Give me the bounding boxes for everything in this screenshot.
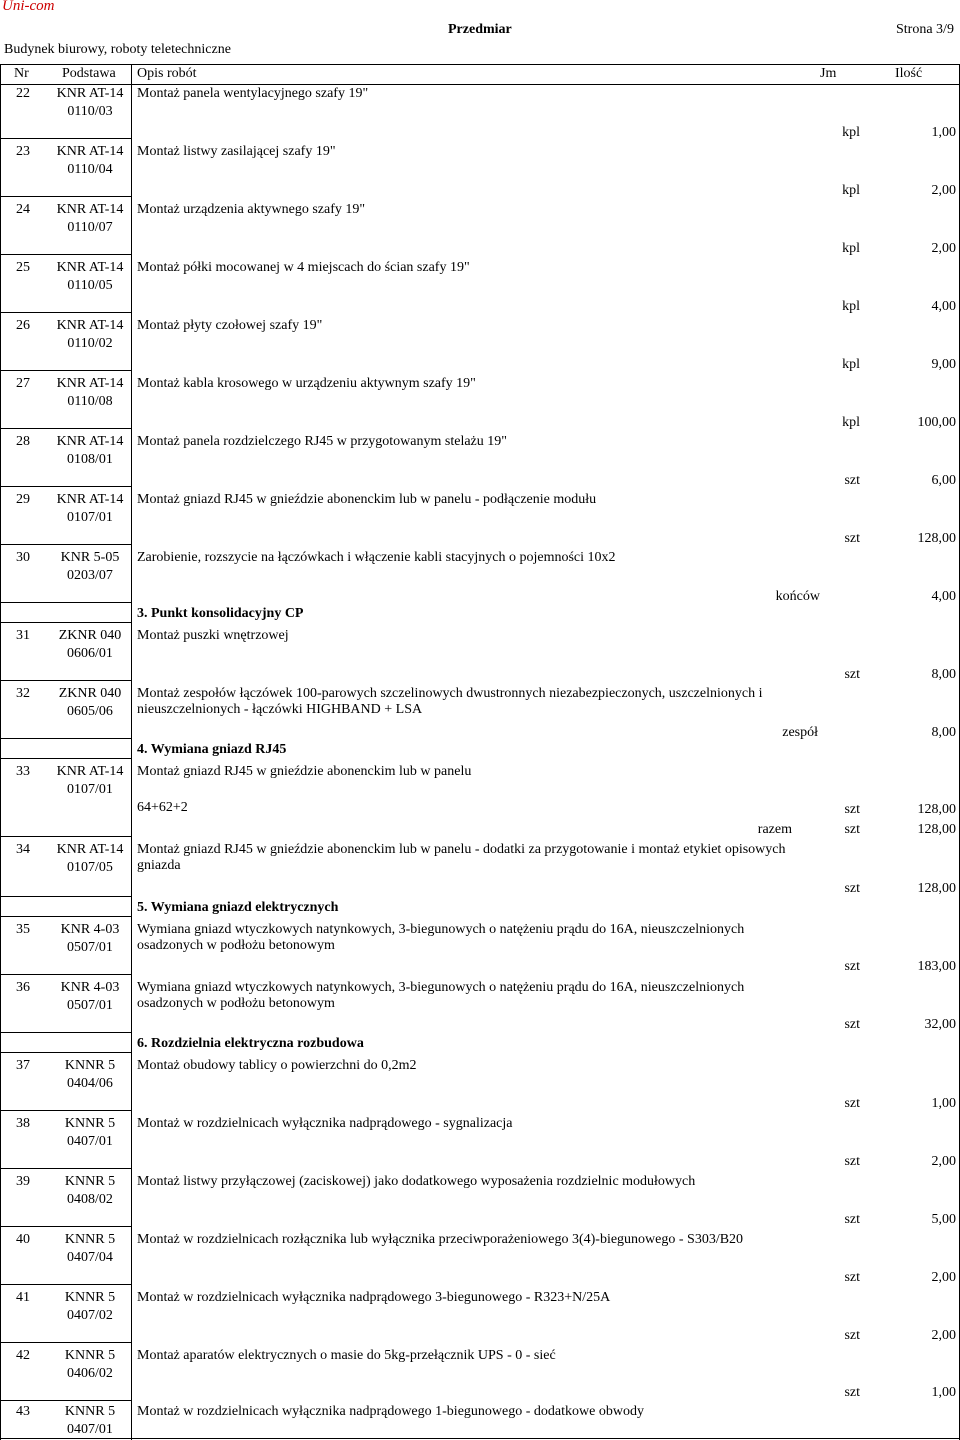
basis-subcode: 0507/01 xyxy=(67,940,113,955)
quantity-cell: 6,00 xyxy=(931,473,956,488)
row-number: 28 xyxy=(16,434,30,449)
total-quantity: 128,00 xyxy=(917,822,956,837)
quantity-cell: 2,00 xyxy=(931,1154,956,1169)
unit-cell: szt xyxy=(844,1385,860,1400)
basis-subcode: 0407/01 xyxy=(67,1134,113,1149)
measurement-formula: 64+62+2 xyxy=(137,800,188,815)
quantity-cell: 2,00 xyxy=(931,1328,956,1343)
basis-subcode: 0107/05 xyxy=(67,860,113,875)
basis-code: KNNR 5 xyxy=(64,1174,116,1189)
item-description: Montaż panela rozdzielczego RJ45 w przygotowanym stelażu 19" xyxy=(137,434,507,449)
basis-subcode: 0110/03 xyxy=(67,104,113,119)
section-title: 3. Punkt konsolidacyjny CP xyxy=(137,606,304,621)
page-number: Strona 3/9 xyxy=(896,22,954,37)
unit-cell: szt xyxy=(844,1017,860,1032)
row-divider xyxy=(0,896,131,897)
row-divider xyxy=(0,312,131,313)
quantity-cell: 5,00 xyxy=(931,1212,956,1227)
bottom-rule xyxy=(0,1438,960,1439)
unit-cell: szt xyxy=(844,1212,860,1227)
unit-cell: kpl xyxy=(842,415,860,430)
basis-subcode: 0605/06 xyxy=(67,704,113,719)
row-number: 37 xyxy=(16,1058,30,1073)
row-number: 40 xyxy=(16,1232,30,1247)
row-number: 22 xyxy=(16,86,30,101)
row-number: 32 xyxy=(16,686,30,701)
basis-subcode: 0107/01 xyxy=(67,782,113,797)
basis-subcode: 0406/02 xyxy=(67,1366,113,1381)
row-divider xyxy=(0,1226,131,1227)
row-number: 33 xyxy=(16,764,30,779)
item-description: Montaż w rozdzielnicach wyłącznika nadprądowego - sygnalizacja xyxy=(137,1116,513,1131)
row-divider xyxy=(0,836,131,837)
item-description: Wymiana gniazd wtyczkowych natynkowych, 3-biegunowych o natężeniu prądu do 16A, nieuszczelnionych osadzonych w podłożu betonowym xyxy=(137,922,745,953)
row-number: 29 xyxy=(16,492,30,507)
header-bottom-rule xyxy=(0,84,960,85)
item-description: Montaż puszki wnętrzowej xyxy=(137,628,289,643)
basis-code: KNR AT-14 xyxy=(56,764,124,779)
row-divider xyxy=(0,1284,131,1285)
basis-code: KNNR 5 xyxy=(64,1116,116,1131)
section-title: 4. Wymiana gniazd RJ45 xyxy=(137,742,287,757)
item-description: Montaż kabla krosowego w urządzeniu aktywnym szafy 19" xyxy=(137,376,476,391)
basis-subcode: 0110/05 xyxy=(67,278,113,293)
basis-code: KNNR 5 xyxy=(64,1404,116,1419)
basis-subcode: 0408/02 xyxy=(67,1192,113,1207)
row-divider xyxy=(0,370,131,371)
row-divider xyxy=(0,738,131,739)
quantity-cell: 128,00 xyxy=(917,802,956,817)
item-description: Montaż w rozdzielnicach wyłącznika nadprądowego 3-biegunowego - R323+N/25A xyxy=(137,1290,611,1305)
row-number: 23 xyxy=(16,144,30,159)
brand-logo: Uni-com xyxy=(2,0,55,14)
column-header-nr: Nr xyxy=(14,66,29,81)
total-unit: szt xyxy=(844,822,860,837)
basis-code: KNR AT-14 xyxy=(56,144,124,159)
column-header-description: Opis robót xyxy=(137,66,197,81)
column-header-unit: Jm xyxy=(820,66,837,81)
item-description: Montaż gniazd RJ45 w gnieździe abonenckim lub w panelu - dodatki za przygotowanie i montaż etykiet opisowych gniazda xyxy=(137,842,786,873)
quantity-cell: 1,00 xyxy=(931,1096,956,1111)
row-divider xyxy=(0,486,131,487)
quantity-cell: 4,00 xyxy=(931,299,956,314)
item-description: Wymiana gniazd wtyczkowych natynkowych, 3-biegunowych o natężeniu prądu do 16A, nieuszczelnionych osadzonych w podłożu betonowym xyxy=(137,980,745,1011)
row-divider xyxy=(0,196,131,197)
item-description: Montaż gniazd RJ45 w gnieździe abonenckim lub w panelu - podłączenie modułu xyxy=(137,492,597,507)
unit-cell: kpl xyxy=(842,357,860,372)
row-divider xyxy=(0,680,131,681)
basis-subcode: 0407/04 xyxy=(67,1250,113,1265)
unit-cell: szt xyxy=(844,1270,860,1285)
row-number: 27 xyxy=(16,376,30,391)
section-title: 5. Wymiana gniazd elektrycznych xyxy=(137,900,339,915)
quantity-cell: 128,00 xyxy=(917,531,956,546)
quantity-cell: 2,00 xyxy=(931,183,956,198)
document-title: Przedmiar xyxy=(448,22,512,37)
quantity-cell: 128,00 xyxy=(917,881,956,896)
basis-code: ZKNR 040 xyxy=(58,686,122,701)
row-divider xyxy=(0,974,131,975)
basis-code: KNR AT-14 xyxy=(56,260,124,275)
row-number: 41 xyxy=(16,1290,30,1305)
item-description: Montaż płyty czołowej szafy 19" xyxy=(137,318,323,333)
basis-code: KNR AT-14 xyxy=(56,434,124,449)
column-header-basis: Podstawa xyxy=(62,66,116,81)
item-description: Montaż panela wentylacyjnego szafy 19" xyxy=(137,86,369,101)
quantity-cell: 1,00 xyxy=(931,125,956,140)
unit-cell: szt xyxy=(844,1328,860,1343)
unit-cell: szt xyxy=(844,1096,860,1111)
basis-code: ZKNR 040 xyxy=(58,628,122,643)
section-title: 6. Rozdzielnia elektryczna rozbudowa xyxy=(137,1036,364,1051)
basis-code: KNNR 5 xyxy=(64,1058,116,1073)
basis-code: KNR AT-14 xyxy=(56,202,124,217)
row-number: 42 xyxy=(16,1348,30,1363)
basis-code: KNR AT-14 xyxy=(56,376,124,391)
row-divider xyxy=(0,1052,131,1053)
unit-cell: szt xyxy=(844,473,860,488)
row-divider xyxy=(0,428,131,429)
item-description: Montaż w rozdzielnicach rozłącznika lub wyłącznika przeciwporażeniowego 3(4)-biegunowego - S303/B20 xyxy=(137,1232,744,1247)
basis-subcode: 0507/01 xyxy=(67,998,113,1013)
basis-subcode: 0110/07 xyxy=(67,220,113,235)
unit-cell: kpl xyxy=(842,125,860,140)
row-number: 31 xyxy=(16,628,30,643)
row-number: 39 xyxy=(16,1174,30,1189)
quantity-cell: 2,00 xyxy=(931,1270,956,1285)
basis-subcode: 0404/06 xyxy=(67,1076,113,1091)
unit-cell: szt xyxy=(844,1154,860,1169)
total-label: razem xyxy=(757,822,792,837)
row-divider xyxy=(0,1400,131,1401)
basis-code: KNR 5-05 xyxy=(60,550,120,565)
row-divider xyxy=(0,544,131,545)
row-divider xyxy=(0,1168,131,1169)
row-divider xyxy=(0,622,131,623)
basis-subcode: 0110/04 xyxy=(67,162,113,177)
unit-cell: szt xyxy=(844,531,860,546)
row-number: 25 xyxy=(16,260,30,275)
unit-cell: szt xyxy=(844,667,860,682)
basis-subcode: 0110/08 xyxy=(67,394,113,409)
unit-cell: szt xyxy=(844,959,860,974)
row-number: 24 xyxy=(16,202,30,217)
item-description: Montaż listwy przyłączowej (zaciskowej) jako dodatkowego wyposażenia rozdzielnic modułowych xyxy=(137,1174,696,1189)
basis-subcode: 0407/01 xyxy=(67,1422,113,1437)
basis-subcode: 0107/01 xyxy=(67,510,113,525)
row-divider xyxy=(0,1342,131,1343)
item-description: Zarobienie, rozszycie na łączówkach i włączenie kabli stacyjnych o pojemności 10x2 xyxy=(137,550,616,565)
unit-cell: szt xyxy=(844,881,860,896)
quantity-cell: 8,00 xyxy=(931,725,956,740)
row-divider xyxy=(0,254,131,255)
row-number: 26 xyxy=(16,318,30,333)
basis-subcode: 0110/02 xyxy=(67,336,113,351)
row-divider xyxy=(0,1032,131,1033)
quantity-cell: 2,00 xyxy=(931,241,956,256)
column-header-quantity: Ilość xyxy=(895,66,923,81)
quantity-cell: 9,00 xyxy=(931,357,956,372)
unit-cell: kpl xyxy=(842,299,860,314)
row-number: 36 xyxy=(16,980,30,995)
unit-cell: końców xyxy=(775,589,820,604)
row-number: 38 xyxy=(16,1116,30,1131)
header-top-rule xyxy=(0,64,960,65)
document-subtitle: Budynek biurowy, roboty teletechniczne xyxy=(4,42,231,57)
quantity-cell: 183,00 xyxy=(917,959,956,974)
quantity-cell: 8,00 xyxy=(931,667,956,682)
row-divider xyxy=(0,138,131,139)
item-description: Montaż aparatów elektrycznych o masie do 5kg-przełącznik UPS - 0 - sieć xyxy=(137,1348,556,1363)
row-number: 43 xyxy=(16,1404,30,1419)
basis-code: KNR 4-03 xyxy=(60,980,120,995)
unit-cell: kpl xyxy=(842,241,860,256)
unit-cell: szt xyxy=(844,802,860,817)
item-description: Montaż obudowy tablicy o powierzchni do 0,2m2 xyxy=(137,1058,417,1073)
basis-subcode: 0108/01 xyxy=(67,452,113,467)
row-number: 34 xyxy=(16,842,30,857)
basis-code: KNR 4-03 xyxy=(60,922,120,937)
unit-cell: kpl xyxy=(842,183,860,198)
basis-code: KNR AT-14 xyxy=(56,86,124,101)
basis-code: KNNR 5 xyxy=(64,1290,116,1305)
row-divider xyxy=(0,602,131,603)
quantity-cell: 4,00 xyxy=(931,589,956,604)
item-description: Montaż zespołów łączówek 100-parowych szczelinowych dwustronnych niezabezpieczonych, uszczelnionych i nieuszczelnionych - łączówki HIGHBAND + LSA xyxy=(137,686,763,717)
row-number: 35 xyxy=(16,922,30,937)
quantity-cell: 1,00 xyxy=(931,1385,956,1400)
item-description: Montaż urządzenia aktywnego szafy 19" xyxy=(137,202,366,217)
quantity-cell: 32,00 xyxy=(924,1017,956,1032)
quantity-cell: 100,00 xyxy=(917,415,956,430)
item-description: Montaż listwy zasilającej szafy 19" xyxy=(137,144,336,159)
item-description: Montaż w rozdzielnicach wyłącznika nadprądowego 1-biegunowego - dodatkowe obwody xyxy=(137,1404,644,1419)
basis-code: KNNR 5 xyxy=(64,1348,116,1363)
basis-subcode: 0606/01 xyxy=(67,646,113,661)
basis-subcode: 0203/07 xyxy=(67,568,113,583)
basis-code: KNNR 5 xyxy=(64,1232,116,1247)
row-number: 30 xyxy=(16,550,30,565)
basis-code: KNR AT-14 xyxy=(56,492,124,507)
unit-cell: zespół xyxy=(782,725,818,740)
item-description: Montaż półki mocowanej w 4 miejscach do ścian szafy 19" xyxy=(137,260,470,275)
basis-code: KNR AT-14 xyxy=(56,318,124,333)
basis-code: KNR AT-14 xyxy=(56,842,124,857)
basis-subcode: 0407/02 xyxy=(67,1308,113,1323)
item-description: Montaż gniazd RJ45 w gnieździe abonenckim lub w panelu xyxy=(137,764,472,779)
row-divider xyxy=(0,916,131,917)
row-divider xyxy=(0,758,131,759)
row-divider xyxy=(0,1110,131,1111)
